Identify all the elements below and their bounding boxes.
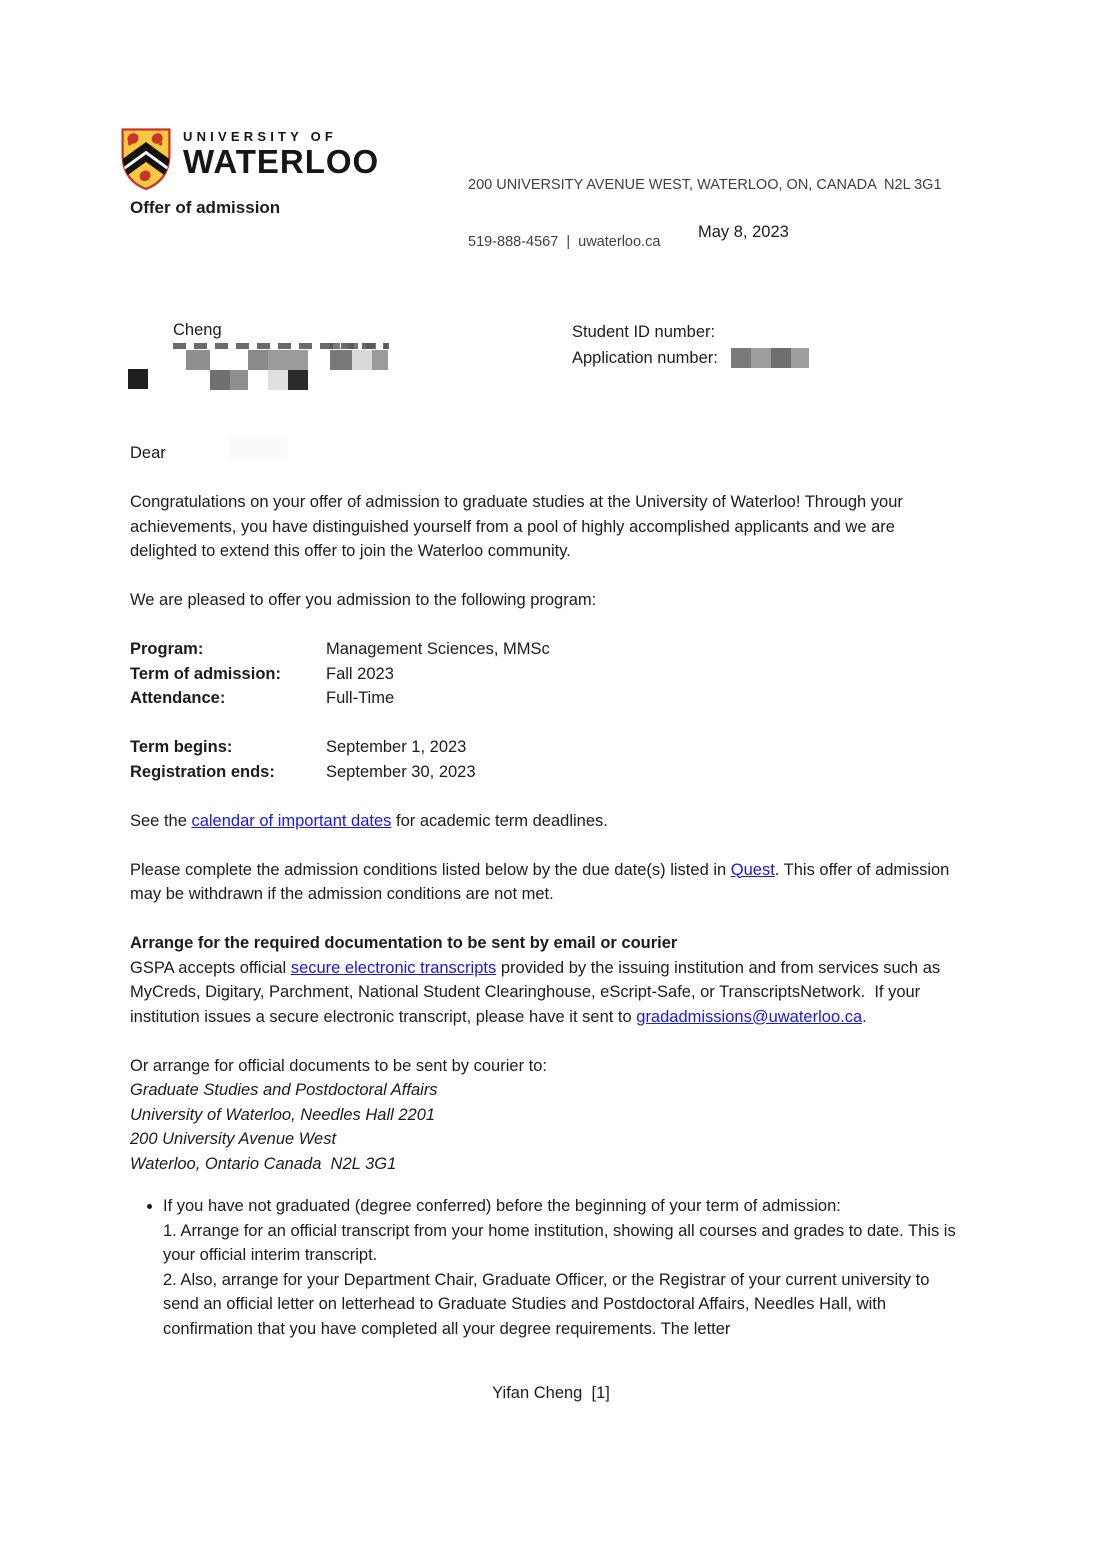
quest-text-post: . This offer of admission may be withdrawn if the admission conditions are not met. <box>130 860 954 903</box>
attendance-value: Full-Time <box>326 689 395 707</box>
term-dates-table <box>130 735 962 784</box>
calendar-text-post: for academic term deadlines. <box>391 811 608 830</box>
courier-address-line: University of Waterloo, Needles Hall 2201 <box>130 1105 436 1124</box>
pixelated-redaction <box>248 350 268 370</box>
quest-link[interactable]: Quest <box>730 860 775 879</box>
university-wordmark <box>183 130 379 178</box>
recipient-id-block <box>572 319 718 371</box>
wordmark-line1: UNIVERSITY OF <box>183 129 338 144</box>
paragraph-courier <box>130 1054 962 1177</box>
pixelated-redaction <box>210 370 230 390</box>
paragraph-congratulations: Congratulations on your offer of admission to graduate studies at the University of Waterloo! Through your achievements, you have distinguished yourself from a pool of highly accomplished applicants and we are delighted to extend this offer to join the Waterloo community. <box>130 493 908 560</box>
program-details-table <box>130 637 962 711</box>
pixelated-redaction <box>186 350 210 370</box>
university-logo <box>120 126 379 192</box>
courier-address-line: 200 University Avenue West <box>130 1130 337 1148</box>
recipient-surname: Cheng <box>173 321 222 339</box>
condition-item <box>163 1194 962 1341</box>
pixelated-redaction <box>330 350 352 370</box>
redacted-address-text-sliver <box>330 343 388 349</box>
gspa-text-2: provided by the issuing institution and from services such as MyCreds, Digitary, Parchment, National Student Clearinghouse, eScript-Safe, or TranscriptsNetwork. If your institution issues a secure electronic transcript, please have it sent to <box>130 958 945 1026</box>
letter-body <box>130 441 962 1341</box>
courier-intro: Or arrange for official documents to be sent by courier to: <box>130 1056 547 1075</box>
letterhead-contact <box>468 138 942 290</box>
term-of-admission-label: Term of admission: <box>130 664 281 683</box>
program-value: Management Sciences, MMSc <box>326 640 550 658</box>
paragraph-program-intro: We are pleased to offer you admission to the following program: <box>130 591 597 609</box>
term-begins-value: September 1, 2023 <box>326 738 467 756</box>
letterhead-address: 200 UNIVERSITY AVENUE WEST, WATERLOO, ON, CANADA N2L 3G1 <box>468 177 942 193</box>
secure-electronic-transcripts-link[interactable]: secure electronic transcripts <box>290 958 497 977</box>
letter-date: May 8, 2023 <box>698 223 789 241</box>
gspa-text-1: GSPA accepts official <box>130 958 291 977</box>
program-label: Program: <box>130 640 204 658</box>
condition-line: • If you have not graduated (degree conferred) before the beginning of your term of admission: <box>163 1197 841 1215</box>
document-title: Offer of admission <box>130 198 281 217</box>
application-number-redaction <box>771 348 791 368</box>
documentation-heading: Arrange for the required documentation to be sent by email or courier <box>130 934 678 952</box>
condition-line: 2. Also, arrange for your Department Chair, Graduate Officer, or the Registrar of your current university to send an official letter on letterhead to Graduate Studies and Postdoctoral Affairs, Needles Hall, with confirmation that you have completed all your degree requirements. The letter <box>163 1270 930 1338</box>
registration-ends-label: Registration ends: <box>130 762 275 781</box>
application-number-redaction <box>791 348 809 368</box>
pixelated-redaction <box>268 350 308 370</box>
paragraph-documentation <box>130 931 962 1029</box>
waterloo-shield-icon <box>120 126 172 192</box>
condition-line: 1. Arrange for an official transcript from your home institution, showing all courses and grades to date. This is your official interim transcript. <box>163 1221 956 1264</box>
pixelated-redaction <box>288 370 308 390</box>
courier-address-line: Waterloo, Ontario Canada N2L 3G1 <box>130 1154 397 1173</box>
courier-address-line: Graduate Studies and Postdoctoral Affairs <box>130 1081 438 1099</box>
calendar-of-important-dates-link[interactable]: calendar of important dates <box>191 811 392 830</box>
application-number-redaction <box>751 348 771 368</box>
salutation: Dear <box>130 444 166 462</box>
wordmark-line2: WATERLOO <box>183 143 380 180</box>
letterhead-phone-web: 519-888-4567 | uwaterloo.ca <box>468 234 661 250</box>
pixelated-redaction <box>230 370 248 390</box>
gspa-text-3: . <box>862 1007 867 1026</box>
conditions-list <box>130 1194 962 1341</box>
application-number-label: Application number: <box>572 349 718 367</box>
quest-text-pre: Please complete the admission conditions listed below by the due date(s) listed in <box>130 860 731 879</box>
paragraph-calendar <box>130 809 962 834</box>
application-number-redaction <box>731 348 751 368</box>
gradadmissions-email-link[interactable]: gradadmissions@uwaterloo.ca <box>636 1007 863 1026</box>
attendance-label: Attendance: <box>130 689 226 707</box>
pixelated-redaction <box>372 350 388 370</box>
pixelated-redaction <box>352 350 372 370</box>
page-footer: Yifan Cheng [1] <box>492 1384 610 1402</box>
term-begins-label: Term begins: <box>130 738 233 756</box>
calendar-text-pre: See the <box>130 811 192 830</box>
student-id-label: Student ID number: <box>572 323 716 341</box>
pixelated-redaction <box>128 369 148 389</box>
registration-ends-value: September 30, 2023 <box>326 762 476 781</box>
term-of-admission-value: Fall 2023 <box>326 664 394 683</box>
paragraph-quest <box>130 858 962 907</box>
pixelated-redaction <box>268 370 288 390</box>
